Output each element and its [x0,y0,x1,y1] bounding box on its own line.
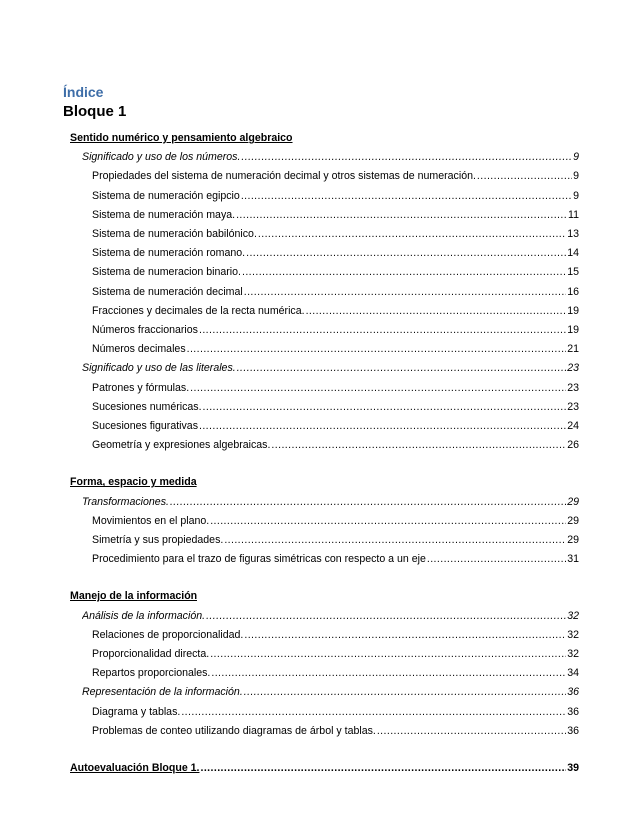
dot-leader [427,552,566,566]
toc-item-entry[interactable] [92,246,579,260]
toc-item-entry[interactable] [92,208,579,222]
entry-title: Sucesiones figurativas [92,420,198,432]
toc-subsection-entry[interactable] [82,685,579,699]
entry-title: Sistema de numeración egipcio [92,189,240,202]
toc-item-entry[interactable] [92,666,579,680]
dot-leader [181,705,566,719]
toc-item-entry[interactable] [92,419,579,433]
dot-leader [377,724,566,738]
toc-subsection-entry[interactable] [82,609,579,623]
toc-item-entry[interactable] [92,533,579,547]
toc-item-entry[interactable] [92,285,579,299]
page-number: 9 [573,170,579,183]
toc-item-entry[interactable] [92,514,579,528]
entry-title: Sentido numérico y pensamiento algebraico [70,132,293,144]
index-title: Índice [63,84,104,100]
toc-section-heading[interactable] [70,589,197,603]
toc-subsection-entry[interactable] [82,361,579,375]
toc-subsection-entry[interactable] [82,495,579,509]
page-number: 29 [567,495,579,508]
toc-item-entry[interactable] [92,705,579,719]
toc-item-entry[interactable] [92,304,579,318]
page-number: 16 [567,285,579,298]
dot-leader [244,628,566,642]
page-number: 15 [567,266,579,279]
page-number: 32 [567,648,579,660]
dot-leader [306,304,567,318]
dot-leader [201,761,567,775]
dot-leader [203,400,567,414]
dot-leader [242,265,566,279]
entry-title: Sistema de numeracion binario. [92,266,241,279]
dot-leader [244,685,566,699]
block-title: Bloque 1 [63,103,127,120]
page-number: 9 [573,151,579,164]
entry-title: Representación de la información. [82,686,243,699]
dot-leader [241,189,572,203]
page-number: 9 [573,189,579,202]
toc-item-entry[interactable] [92,169,579,183]
toc-item-entry[interactable] [92,265,579,279]
dot-leader [271,438,566,452]
page-number: 36 [567,705,579,718]
dot-leader [190,381,566,395]
page-number: 31 [567,553,579,566]
entry-title: Números decimales [92,343,186,356]
dot-leader [237,361,567,375]
dot-leader [477,169,572,183]
page-number: 11 [568,208,579,221]
page-number: 13 [567,228,579,240]
entry-title: Fracciones y decimales de la recta numérica. [92,304,305,317]
entry-title: Procedimiento para el trazo de figuras simétricas con respecto a un eje [92,553,426,566]
toc-item-entry[interactable] [92,189,579,203]
toc-item-entry[interactable] [92,342,579,356]
entry-title: Sistema de numeración maya. [92,208,236,221]
toc-item-entry[interactable] [92,438,579,452]
page-number: 23 [567,381,579,394]
entry-title: Simetría y sus propiedades. [92,534,224,546]
entry-title: Análisis de la información. [82,609,206,622]
toc-item-entry[interactable] [92,724,579,738]
toc-subsection-entry[interactable] [82,150,579,164]
page-number: 26 [567,439,579,452]
entry-title: Transformaciones. [82,495,169,508]
toc-item-entry[interactable] [92,227,579,241]
entry-title: Sistema de numeración babilónico. [92,228,257,240]
dot-leader [246,246,566,260]
dot-leader [199,419,566,433]
entry-title: Patrones y fórmulas. [92,381,190,394]
dot-leader [211,666,566,680]
entry-title: Manejo de la información [70,590,198,603]
toc-item-entry[interactable] [92,323,579,337]
page-number: 34 [567,667,579,680]
page-number: 36 [567,724,579,737]
page-number: 23 [567,362,579,375]
page-number: 32 [567,628,579,641]
dot-leader [224,533,566,547]
page-number: 23 [567,400,579,413]
page-number: 29 [567,534,579,546]
entry-title: Diagrama y tablas. [92,705,181,718]
page-number: 14 [567,247,579,260]
toc-section-heading[interactable] [70,475,197,489]
page-number: 21 [567,343,579,356]
entry-title: Sistema de numeración decimal [92,285,243,298]
dot-leader [210,647,566,661]
page-number: 32 [567,609,579,622]
entry-title: Propiedades del sistema de numeración decimal y otros sistemas de numeración. [92,170,476,183]
page-number: 19 [567,324,579,336]
page-number: 24 [567,420,579,432]
toc-item-entry[interactable] [92,552,579,566]
toc-item-entry[interactable] [92,400,579,414]
dot-leader [258,227,566,241]
entry-title: Repartos proporcionales. [92,667,211,680]
dot-leader [187,342,567,356]
entry-title: Números fraccionarios [92,324,198,336]
entry-title: Forma, espacio y medida [70,476,197,489]
dot-leader [244,285,566,299]
entry-title: Sistema de numeración romano. [92,247,246,260]
page-number: 39 [567,762,579,774]
entry-title: Movimientos en el plano. [92,514,210,527]
toc-section-heading[interactable] [70,131,293,145]
dot-leader [210,514,566,528]
page-number: 29 [567,514,579,527]
entry-title: Significado y uso de los números. [82,151,241,164]
dot-leader [206,609,566,623]
entry-title: Problemas de conteo utilizando diagramas de árbol y tablas. [92,724,376,737]
dot-leader [236,208,567,222]
toc-item-entry[interactable] [92,628,579,642]
entry-title: Relaciones de proporcionalidad. [92,628,244,641]
entry-title: Significado y uso de las literales. [82,362,236,375]
dot-leader [241,150,572,164]
entry-title: Proporcionalidad directa. [92,648,210,660]
dot-leader [170,495,566,509]
entry-title: Geometría y expresiones algebraicas. [92,439,271,452]
dot-leader [199,323,566,337]
toc-item-entry[interactable] [92,381,579,395]
entry-title: Sucesiones numéricas. [92,400,202,413]
toc-final-entry[interactable] [70,761,579,775]
entry-title: Autoevaluación Bloque 1. [70,762,200,774]
page-number: 19 [567,304,579,317]
toc-item-entry[interactable] [92,647,579,661]
page-number: 36 [567,686,579,699]
